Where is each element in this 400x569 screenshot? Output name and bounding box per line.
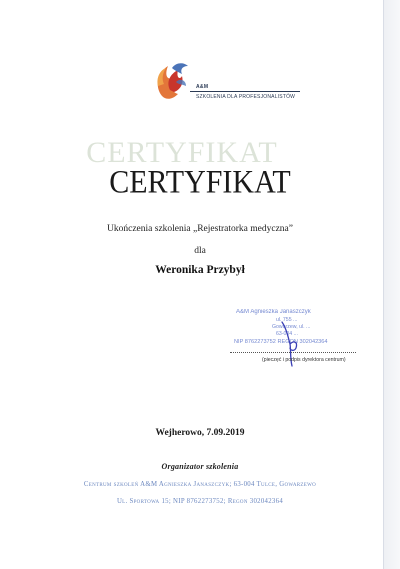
place-and-date: Wejherowo, 7.09.2019 bbox=[155, 428, 245, 438]
logo-subtitle: SZKOLENIA DLA PROFESJONALISTÓW bbox=[196, 94, 296, 100]
organizer-registration-line: Ul. Sportowa 15; NIP 8762273752; Regon 302042364 bbox=[116, 498, 284, 505]
organizer-label: Organizator szkolenia bbox=[161, 462, 239, 471]
stamp-line: NIP 8762273752 REGON 302042364 bbox=[234, 339, 328, 345]
logo-divider bbox=[190, 91, 300, 92]
for-text: dla bbox=[194, 246, 206, 256]
stamp-line: ul. 755 ... bbox=[276, 317, 298, 323]
stamp-line: Gowarzew, ul. ... bbox=[272, 324, 311, 330]
signature-line bbox=[230, 352, 356, 353]
flame-swirl-logo-icon bbox=[152, 56, 192, 104]
stamp-line: 63-004 ... bbox=[276, 331, 298, 337]
recipient-name: Weronika Przybył bbox=[155, 264, 245, 276]
title-watermark: CERTYFIKAT bbox=[86, 136, 278, 169]
stamp-line: A&M Agnieszka Janaszczyk bbox=[236, 309, 311, 315]
certificate-title: CERTYFIKAT bbox=[109, 164, 291, 201]
organizer-address-line: Centrum szkoleń A&M Agnieszka Janaszczyk; 63-004 Tulce, Gowarzewo bbox=[83, 481, 317, 488]
completion-text: Ukończenia szkolenia „Rejestratorka medyczna” bbox=[107, 224, 293, 234]
signature-caption: (pieczęć i podpis dyrektora centrum) bbox=[262, 357, 346, 363]
logo-brand-text: A&M bbox=[196, 84, 209, 90]
company-logo bbox=[152, 56, 302, 112]
